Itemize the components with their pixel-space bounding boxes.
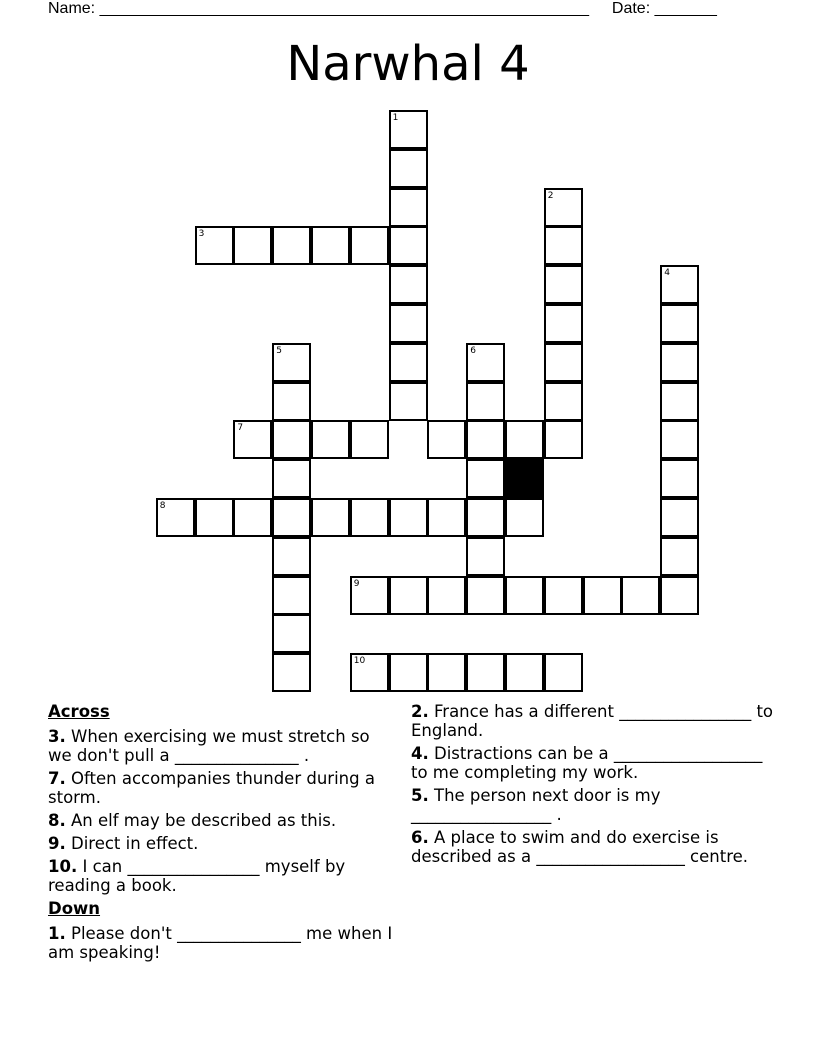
- crossword-cell[interactable]: [350, 226, 389, 265]
- crossword-cell[interactable]: [544, 304, 583, 343]
- crossword-cell[interactable]: [660, 304, 699, 343]
- date-blank: _______: [654, 0, 717, 17]
- clue-num: 10.: [48, 857, 78, 876]
- crossword-cell[interactable]: [427, 420, 466, 459]
- crossword-cell[interactable]: [272, 537, 311, 576]
- crossword-cell[interactable]: [466, 576, 505, 615]
- clues-right-column: [411, 702, 773, 870]
- clue: [48, 769, 393, 807]
- crossword-cell[interactable]: [544, 226, 583, 265]
- crossword-cell[interactable]: [156, 498, 195, 537]
- clue-number: 8: [159, 501, 166, 511]
- clue-number: 9: [353, 578, 360, 589]
- crossword-cell[interactable]: [544, 343, 583, 382]
- crossword-cell[interactable]: [272, 459, 311, 498]
- crossword-cell[interactable]: [389, 382, 428, 421]
- crossword-cell[interactable]: [272, 576, 311, 615]
- clue-text: When exercising we must stretch so we don't pull a _______________ .: [48, 727, 370, 765]
- crossword-cell[interactable]: [272, 614, 311, 653]
- clue-text: I can ________________ myself by reading a book.: [48, 857, 346, 895]
- crossword-cell[interactable]: [505, 420, 544, 459]
- crossword-cell[interactable]: [389, 304, 428, 343]
- crossword-cell[interactable]: [466, 537, 505, 576]
- crossword-cell[interactable]: [389, 653, 428, 692]
- clue: [411, 828, 773, 866]
- clue-number: 10: [353, 656, 366, 667]
- crossword-cell[interactable]: [233, 226, 272, 265]
- crossword-cell[interactable]: [389, 498, 428, 537]
- crossword-cell[interactable]: [195, 226, 234, 265]
- crossword-cell[interactable]: [466, 653, 505, 692]
- crossword-cell[interactable]: [389, 343, 428, 382]
- crossword-cell[interactable]: [311, 498, 350, 537]
- clue: [411, 786, 773, 824]
- crossword-cell[interactable]: [544, 382, 583, 421]
- crossword-cell[interactable]: [466, 382, 505, 421]
- crossword-cell[interactable]: [272, 420, 311, 459]
- crossword-cell[interactable]: [272, 498, 311, 537]
- crossword-cell[interactable]: [389, 110, 428, 149]
- crossword-cell[interactable]: [350, 576, 389, 615]
- across-heading: Across: [48, 702, 110, 721]
- crossword-cell[interactable]: [195, 498, 234, 537]
- crossword-cell[interactable]: [427, 653, 466, 692]
- crossword-cell[interactable]: [660, 576, 699, 615]
- name-blank: _______________________________________________________: [99, 0, 589, 17]
- crossword-cell[interactable]: [389, 226, 428, 265]
- crossword-cell[interactable]: [311, 420, 350, 459]
- clue: [48, 924, 393, 962]
- crossword-cell[interactable]: [660, 265, 699, 304]
- crossword-cell[interactable]: [505, 576, 544, 615]
- crossword-cell[interactable]: [427, 498, 466, 537]
- clue-num: 2.: [411, 702, 429, 721]
- crossword-cell[interactable]: [311, 226, 350, 265]
- date-label: Date:: [611, 0, 651, 17]
- crossword-cell[interactable]: [233, 420, 272, 459]
- crossword-cell[interactable]: [466, 343, 505, 382]
- clue-number: 7: [237, 423, 244, 434]
- crossword-cell[interactable]: [466, 420, 505, 459]
- clue-num: 9.: [48, 834, 66, 853]
- black-cell: [505, 459, 544, 498]
- crossword-cell[interactable]: [544, 653, 583, 692]
- clue-text: The person next door is my _________________ .: [411, 786, 661, 824]
- clue-text: Direct in effect.: [71, 834, 199, 853]
- crossword-cell[interactable]: [272, 382, 311, 421]
- clue-text: Distractions can be a __________________ to me completing my work.: [411, 744, 763, 782]
- clue-text: France has a different ________________ to England.: [411, 702, 774, 740]
- clue-num: 6.: [411, 828, 429, 847]
- clue: [48, 727, 393, 765]
- crossword-cell[interactable]: [505, 653, 544, 692]
- crossword-cell[interactable]: [660, 343, 699, 382]
- clue-number: 2: [547, 190, 554, 201]
- crossword-cell[interactable]: [389, 576, 428, 615]
- clue-num: 1.: [48, 924, 66, 943]
- clue-number: 5: [276, 345, 282, 356]
- clue-num: 5.: [411, 786, 429, 805]
- crossword-cell[interactable]: [466, 459, 505, 498]
- clue: [411, 702, 773, 740]
- clue-num: 8.: [48, 811, 66, 830]
- page-title: Narwhal 4: [286, 36, 530, 92]
- crossword-cell[interactable]: [272, 226, 311, 265]
- crossword-cell[interactable]: [233, 498, 272, 537]
- crossword-cell[interactable]: [427, 576, 466, 615]
- crossword-cell[interactable]: [350, 498, 389, 537]
- clue: [48, 811, 393, 830]
- clue-text: A place to swim and do exercise is described as a __________________ centre.: [411, 828, 749, 866]
- crossword-cell[interactable]: [544, 188, 583, 227]
- crossword-cell[interactable]: [350, 653, 389, 692]
- crossword-cell[interactable]: [544, 265, 583, 304]
- crossword-cell[interactable]: [583, 576, 622, 615]
- name-label: Name:: [48, 0, 96, 17]
- clues-left-column: [48, 702, 393, 966]
- crossword-cell[interactable]: [660, 459, 699, 498]
- clue-text: Please don't _______________ me when I am speaking!: [48, 924, 393, 962]
- clue-text: Often accompanies thunder during a storm.: [48, 769, 375, 807]
- clue-num: 4.: [411, 744, 429, 763]
- crossword-cell[interactable]: [389, 188, 428, 227]
- crossword-cell[interactable]: [544, 576, 583, 615]
- clue-number: 3: [198, 229, 205, 240]
- down-heading: Down: [48, 899, 101, 918]
- crossword-cell[interactable]: [505, 498, 544, 537]
- crossword-cell[interactable]: [389, 149, 428, 188]
- crossword-cell[interactable]: [544, 420, 583, 459]
- clue-number: 6: [470, 345, 476, 356]
- crossword-cell[interactable]: [660, 537, 699, 576]
- clue: [48, 857, 393, 895]
- clue-num: 3.: [48, 727, 66, 746]
- crossword-cell[interactable]: [466, 498, 505, 537]
- crossword-cell[interactable]: [272, 343, 311, 382]
- crossword-cell[interactable]: [389, 265, 428, 304]
- crossword-cell[interactable]: [660, 382, 699, 421]
- crossword-cell[interactable]: [272, 653, 311, 692]
- clue-number: 4: [664, 268, 670, 279]
- crossword-cell[interactable]: [621, 576, 660, 615]
- clue: [48, 834, 393, 853]
- clue-text: An elf may be described as this.: [71, 811, 337, 830]
- crossword-cell[interactable]: [350, 420, 389, 459]
- crossword-cell[interactable]: [660, 420, 699, 459]
- clue-number: 1: [392, 113, 399, 123]
- clue-num: 7.: [48, 769, 66, 788]
- clue: [411, 744, 773, 782]
- crossword-cell[interactable]: [660, 498, 699, 537]
